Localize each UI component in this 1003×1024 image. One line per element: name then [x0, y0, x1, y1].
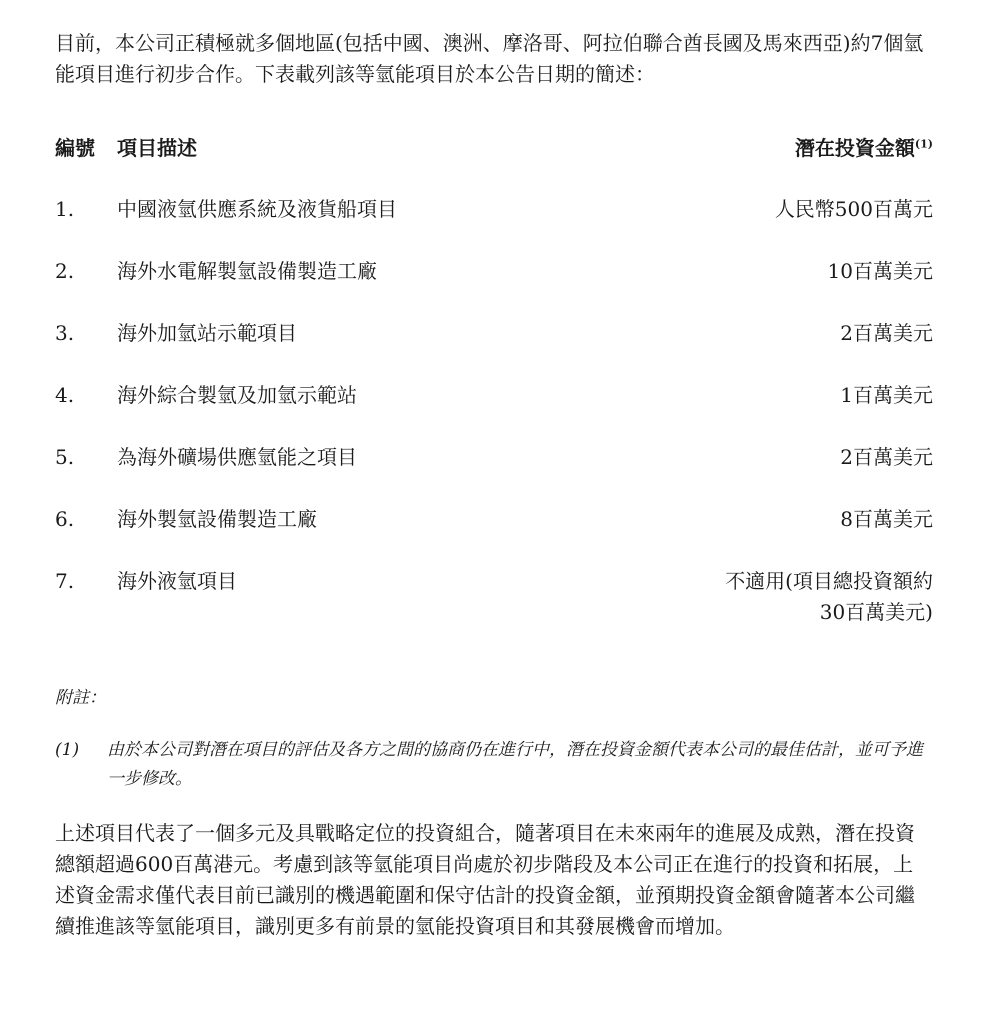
table-row — [55, 504, 933, 535]
row-amount — [633, 566, 933, 628]
hydrogen-projects-table — [55, 132, 933, 628]
row-amount: 人民幣500百萬元 — [774, 197, 933, 221]
footnote-mark: (1) — [55, 740, 80, 760]
row-amount-line: 不適用(項目總投資額約 — [725, 569, 933, 593]
row-description: 海外液氫項目 — [117, 569, 237, 593]
table-row — [55, 566, 933, 628]
footnote-text: 由於本公司對潛在項目的評估及各方之間的協商仍在進行中，潛在投資金額代表本公司的最佳估計，並可予進一步修改。 — [107, 740, 923, 789]
intro-paragraph: 目前，本公司正積極就多個地區(包括中國、澳洲、摩洛哥、阿拉伯聯合酋長國及馬來西亞)約7個氫能項目進行初步合作。下表載列該等氫能項目於本公告日期的簡述： — [55, 31, 924, 86]
table-row — [55, 442, 933, 473]
row-amount: 2百萬美元 — [840, 321, 933, 345]
row-description: 海外加氫站示範項目 — [117, 321, 297, 345]
row-amount: 10百萬美元 — [827, 259, 933, 283]
row-amount-line: 30百萬美元) — [819, 600, 933, 624]
header-amount-note-mark: (1) — [914, 137, 933, 151]
row-number: 1. — [55, 197, 75, 221]
row-number: 6. — [55, 507, 75, 531]
header-description: 項目描述 — [117, 136, 197, 160]
header-amount-label: 潛在投資金額 — [794, 136, 915, 160]
header-amount — [633, 132, 933, 161]
table-header — [55, 132, 933, 172]
row-amount: 2百萬美元 — [840, 445, 933, 469]
row-description: 海外綜合製氫及加氫示範站 — [117, 383, 357, 407]
row-description: 海外水電解製氫設備製造工廠 — [117, 259, 377, 283]
document-page — [55, 28, 933, 942]
header-number: 編號 — [55, 136, 95, 160]
table-row — [55, 194, 933, 225]
row-number: 7. — [55, 569, 75, 593]
row-description: 中國液氫供應系統及液貨船項目 — [117, 197, 397, 221]
table-row — [55, 318, 933, 349]
row-number: 2. — [55, 259, 75, 283]
table-body — [55, 194, 933, 628]
row-description: 為海外礦場供應氫能之項目 — [117, 445, 357, 469]
footnote — [55, 736, 933, 794]
row-description: 海外製氫設備製造工廠 — [117, 507, 317, 531]
table-row — [55, 256, 933, 287]
row-number: 3. — [55, 321, 75, 345]
table-row — [55, 380, 933, 411]
row-amount: 1百萬美元 — [840, 383, 933, 407]
closing-paragraph: 上述項目代表了一個多元及具戰略定位的投資組合，隨著項目在未來兩年的進展及成熟，潛在投資總額超過600百萬港元。考慮到該等氫能項目尚處於初步階段及本公司正在進行的投資和拓展，上述資金需求僅代表目前已識別的機遇範圍和保守估計的投資金額，並預期投資金額會隨著本公司繼續推進該等氫能項目，識別更多有前景的氫能投資項目和其發展機會而增加。 — [55, 821, 915, 938]
row-number: 5. — [55, 445, 75, 469]
row-amount: 8百萬美元 — [840, 507, 933, 531]
row-number: 4. — [55, 383, 75, 407]
notes-title: 附註： — [55, 688, 106, 708]
